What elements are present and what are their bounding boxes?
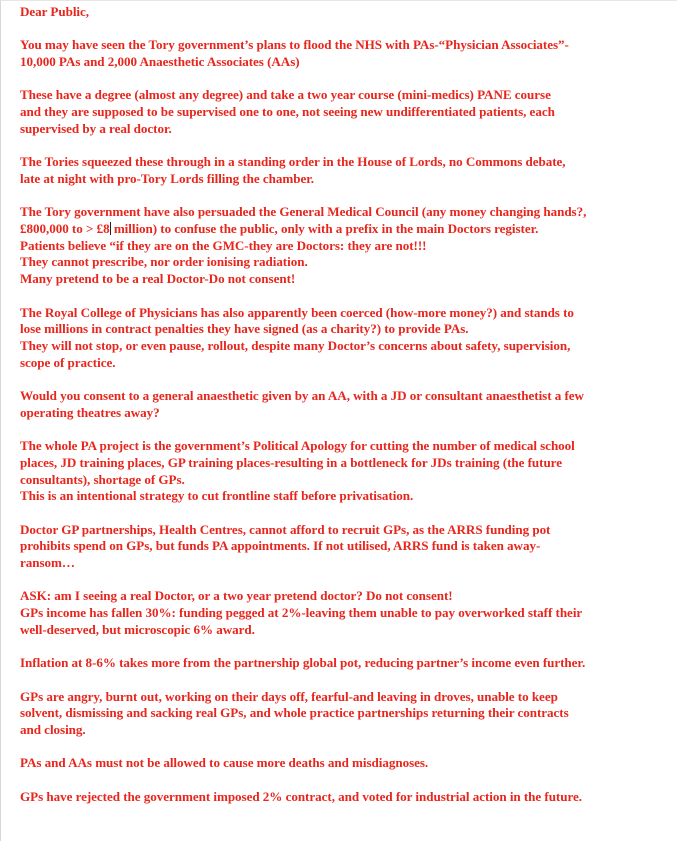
paragraph: [20, 689, 670, 739]
text-line: operating theatres away?: [20, 404, 160, 420]
text-cursor: [110, 222, 111, 235]
paragraph: [20, 438, 670, 505]
paragraph: [20, 37, 670, 70]
text-line: GPs have rejected the government imposed 2% contract, and voted for industrial action in the future.: [20, 788, 582, 804]
text-line: ransom…: [20, 555, 75, 571]
paragraph-list: [20, 37, 670, 805]
text-line: solvent, dismissing and sacking real GPs, and whole practice partnerships returning their contracts: [20, 705, 569, 721]
text-line: You may have seen the Tory government’s plans to flood the NHS with PAs-“Physician Associates”-: [20, 37, 569, 53]
paragraph: [20, 588, 670, 638]
letter-body[interactable]: [20, 4, 670, 822]
text-line: The Tory government have also persuaded the General Medical Council (any money changing hands?,: [20, 204, 587, 220]
text-line: The whole PA project is the government’s Political Apology for cutting the number of medical school: [20, 438, 575, 454]
salutation: [20, 4, 670, 21]
text-line: scope of practice.: [20, 354, 116, 370]
paragraph: [20, 655, 670, 672]
text-line: These have a degree (almost any degree) and take a two year course (mini-medics) PANE course: [20, 87, 551, 103]
paragraph: [20, 388, 670, 421]
text-line: supervised by a real doctor.: [20, 120, 172, 136]
text-line: prohibits spend on GPs, but funds PA appointments. If not utilised, ARRS fund is taken away-: [20, 538, 541, 554]
text-line: consultants), shortage of GPs.: [20, 471, 185, 487]
salutation-line: Dear Public,: [20, 4, 89, 19]
text-line: and they are supposed to be supervised one to one, not seeing new undifferentiated patients, each: [20, 104, 555, 120]
text-line: GPs income has fallen 30%: funding pegged at 2%-leaving them unable to pay overworked staff their: [20, 605, 583, 621]
paragraph: [20, 87, 670, 137]
text-line: places, JD training places, GP training places-resulting in a bottleneck for JDs training (the future: [20, 454, 562, 470]
paragraph: [20, 755, 670, 772]
text-line: Patients believe “if they are on the GMC-they are Doctors: they are not!!!: [20, 237, 427, 253]
text-line: and closing.: [20, 722, 86, 738]
text-line: £800,000 to > £8 million) to confuse the public, only with a prefix in the main Doctors register.: [20, 221, 539, 237]
text-line: This is an intentional strategy to cut frontline staff before privatisation.: [20, 488, 414, 504]
text-line: ASK: am I seeing a real Doctor, or a two year pretend doctor? Do not consent!: [20, 588, 453, 604]
text-line: late at night with pro-Tory Lords filling the chamber.: [20, 170, 314, 186]
text-line: Many pretend to be a real Doctor-Do not consent!: [20, 271, 296, 287]
text-line: The Royal College of Physicians has also apparently been coerced (how-more money?) and stands to: [20, 304, 574, 320]
text-line: Inflation at 8-6% takes more from the partnership global pot, reducing partner’s income even further.: [20, 655, 586, 671]
paragraph: [20, 204, 670, 288]
text-line: Would you consent to a general anaesthetic given by an AA, with a JD or consultant anaesthetist a few: [20, 388, 584, 404]
text-line: The Tories squeezed these through in a standing order in the House of Lords, no Commons debate,: [20, 154, 566, 170]
text-line: Doctor GP partnerships, Health Centres, cannot afford to recruit GPs, as the ARRS funding pot: [20, 521, 551, 537]
text-line: They cannot prescribe, nor order ionising radiation.: [20, 254, 308, 270]
paragraph: [20, 154, 670, 187]
text-line: 10,000 PAs and 2,000 Anaesthetic Associates (AAs): [20, 54, 300, 70]
text-line: PAs and AAs must not be allowed to cause more deaths and misdiagnoses.: [20, 755, 429, 771]
text-line: They will not stop, or even pause, rollout, despite many Doctor’s concerns about safety, supervision,: [20, 337, 571, 353]
paragraph: [20, 789, 670, 806]
paragraph: [20, 522, 670, 572]
text-line: GPs are angry, burnt out, working on their days off, fearful-and leaving in droves, unable to keep: [20, 688, 558, 704]
text-line: well-deserved, but microscopic 6% award.: [20, 621, 255, 637]
text-line: lose millions in contract penalties they have signed (as a charity?) to provide PAs.: [20, 321, 469, 337]
paragraph: [20, 305, 670, 372]
